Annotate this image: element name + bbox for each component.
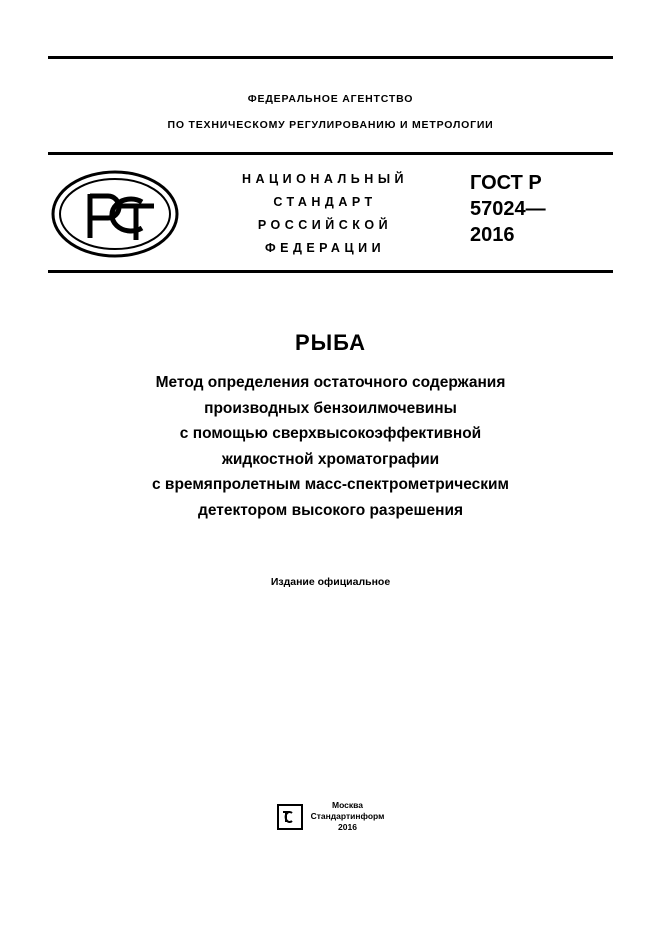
standard-word-line-3: РОССИЙСКОЙ xyxy=(257,218,393,232)
standartinform-logo xyxy=(277,804,303,830)
standard-word-line-4: ФЕДЕРАЦИИ xyxy=(264,241,386,255)
agency-block xyxy=(48,86,613,138)
subtitle-line-5: с времяпролетным масс-спектрометрическим xyxy=(151,476,509,493)
page-subtitle xyxy=(60,370,601,523)
subtitle-line-6: детектором высокого разрешения xyxy=(197,501,464,519)
agency-line-1: ФЕДЕРАЛЬНОЕ АГЕНТСТВО xyxy=(247,93,414,105)
standard-words-block xyxy=(200,168,450,260)
publisher-text xyxy=(311,800,385,833)
divider-bottom xyxy=(48,270,613,273)
designation-line-2: 57024— xyxy=(470,198,546,220)
publisher-block xyxy=(0,800,661,833)
official-edition-note: Издание официальное xyxy=(270,576,391,588)
agency-line-2: ПО ТЕХНИЧЕСКОМУ РЕГУЛИРОВАНИЮ И МЕТРОЛОГИИ xyxy=(167,119,494,131)
publisher-city: Москва xyxy=(332,800,363,810)
standard-word-line-1: НАЦИОНАЛЬНЫЙ xyxy=(241,172,409,186)
standard-designation xyxy=(470,170,620,248)
publisher-name: Стандартинформ xyxy=(310,811,385,821)
subtitle-line-3: с помощью сверхвысокоэффективной xyxy=(179,425,482,442)
designation-line-1: ГОСТ Р xyxy=(470,172,542,194)
designation-line-3: 2016 xyxy=(470,224,515,246)
subtitle-line-2: производных бензоилмочевины xyxy=(204,399,457,417)
gost-r-emblem xyxy=(50,168,180,260)
page-title: РЫБА xyxy=(294,330,367,355)
divider-middle xyxy=(48,152,613,155)
publisher-year: 2016 xyxy=(338,822,357,832)
subtitle-line-4: жидкостной хроматографии xyxy=(221,450,440,468)
subtitle-line-1: Метод определения остаточного содержания xyxy=(155,374,506,391)
standard-word-line-2: СТАНДАРТ xyxy=(273,195,377,209)
divider-top xyxy=(48,56,613,59)
